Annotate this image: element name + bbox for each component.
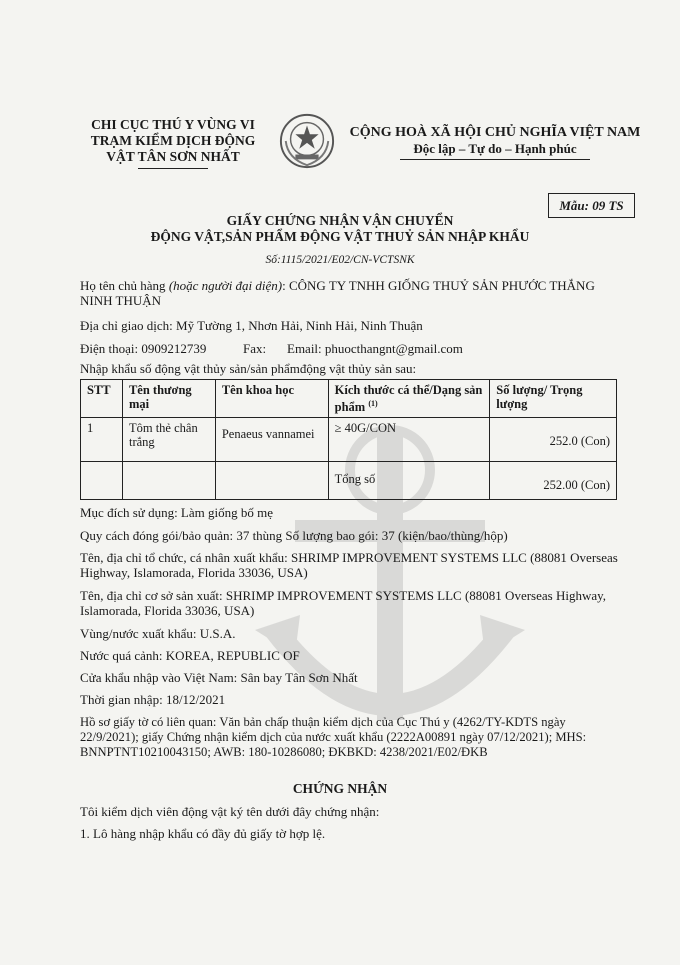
row-quantity: 252.0 (Con): [490, 418, 617, 462]
title-line-2: ĐỘNG VẬT,SẢN PHẨM ĐỘNG VẬT THUỶ SẢN NHẬP KHẨU: [150, 229, 530, 244]
row-scientific-name: Penaeus vannamei: [215, 418, 328, 462]
certification-item-1: 1. Lô hàng nhập khẩu có đầy đủ giấy tờ hợp lệ.: [80, 826, 326, 841]
header-scientific-name: Tên khoa học: [215, 380, 328, 418]
exporter-line: Tên, địa chỉ tổ chức, cá nhân xuất khẩu: SHRIMP IMPROVEMENT SYSTEMS LLC (88081 Overseas Highway, Islamorada, Florida 33036, USA): [80, 550, 618, 580]
org-underline: [138, 168, 208, 169]
header-size-text: Kích thước cá thể/Dạng sản phẩm: [334, 383, 483, 415]
owner-value: : CÔNG TY TNHH GIỐNG THUỶ SẢN PHƯỚC THẮNG NINH THUẬN: [80, 278, 595, 308]
header-quantity: Số lượng/ Trọng lượng: [490, 380, 617, 418]
motto-underline: [400, 159, 590, 160]
table-header-row: [81, 380, 617, 418]
producer-line: Tên, địa chỉ cơ sở sản xuất: SHRIMP IMPROVEMENT SYSTEMS LLC (88081 Overseas Highway, Islamorada, Florida 33036, USA): [80, 588, 607, 618]
document-title: [60, 213, 620, 245]
header-stt: STT: [81, 380, 123, 418]
total-value: 252.00 (Con): [490, 462, 617, 500]
transit-line: Nước quá cảnh: KOREA, REPUBLIC OF: [80, 648, 300, 663]
table-row: [81, 418, 617, 462]
owner-line: [80, 278, 620, 308]
national-header: [345, 124, 645, 160]
issuing-organization: [78, 117, 268, 169]
national-motto: Độc lập – Tự do – Hạnh phúc: [413, 141, 577, 156]
footnote-mark: (1): [368, 399, 378, 408]
org-line-2: TRẠM KIỂM DỊCH ĐỘNG: [90, 133, 256, 148]
total-empty-3: [215, 462, 328, 500]
purpose-line: Mục đích sử dụng: Làm giống bố mẹ: [80, 505, 273, 520]
address-line: Địa chỉ giao dịch: Mỹ Tường 1, Nhơn Hải, Ninh Hải, Ninh Thuận: [80, 318, 423, 333]
documents-line: Hồ sơ giấy tờ có liên quan: Văn bản chấp thuận kiểm dịch của Cục Thú y (4262/TY-KDTS ngày 22/9/2021); giấy Chứng nhận kiểm dịch của nước xuất khẩu (2222A00891 ngày 07/12/2021); MHS: BNNPTNT10210043150; AWB: 180-10286080; ĐKBKD: 4238/2021/E02/ĐKB: [80, 715, 587, 759]
form-code-box: Mẫu: 09 TS: [548, 193, 635, 218]
row-stt: 1: [81, 418, 123, 462]
phone-line: Điện thoại: 0909212739: [80, 341, 207, 356]
total-empty-2: [122, 462, 215, 500]
national-emblem-icon: [278, 112, 336, 170]
origin-line: Vùng/nước xuất khẩu: U.S.A.: [80, 626, 236, 641]
certification-heading: CHỨNG NHẬN: [292, 781, 388, 796]
owner-label-note: (hoặc người đại diện): [168, 278, 283, 293]
owner-label: Họ tên chủ hàng: [80, 278, 169, 293]
entry-gate-line: Cửa khẩu nhập vào Việt Nam: Sân bay Tân Sơn Nhất: [80, 670, 358, 685]
goods-table: [80, 379, 617, 500]
total-empty-1: [81, 462, 123, 500]
document-number: Số:1115/2021/E02/CN-VCTSNK: [265, 254, 415, 266]
import-date-line: Thời gian nhập: 18/12/2021: [80, 692, 226, 707]
header-size: [328, 380, 490, 418]
title-line-1: GIẤY CHỨNG NHẬN VẬN CHUYỂN: [226, 213, 454, 228]
import-intro: Nhập khẩu số động vật thủy sản/sản phẩmđộng vật thủy sản sau:: [80, 361, 417, 376]
row-size: ≥ 40G/CON: [328, 418, 490, 462]
header-trade-name: Tên thương mại: [122, 380, 215, 418]
country-name: CỘNG HOÀ XÃ HỘI CHỦ NGHĨA VIỆT NAM: [349, 125, 641, 140]
total-label: Tổng số: [328, 462, 490, 500]
row-trade-name: Tôm thẻ chân trắng: [122, 418, 215, 462]
email-line: Email: phuocthangnt@gmail.com: [287, 341, 463, 356]
packing-line: Quy cách đóng gói/bảo quản: 37 thùng Số lượng bao gói: 37 (kiện/bao/thùng/hộp): [80, 528, 508, 543]
fax-line: Fax:: [243, 341, 267, 356]
certification-intro: Tôi kiểm dịch viên động vật ký tên dưới đây chứng nhận:: [80, 804, 380, 819]
table-total-row: [81, 462, 617, 500]
org-line-3: VẬT TÂN SƠN NHẤT: [106, 149, 240, 164]
org-line-1: CHI CỤC THÚ Y VÙNG VI: [91, 117, 255, 132]
